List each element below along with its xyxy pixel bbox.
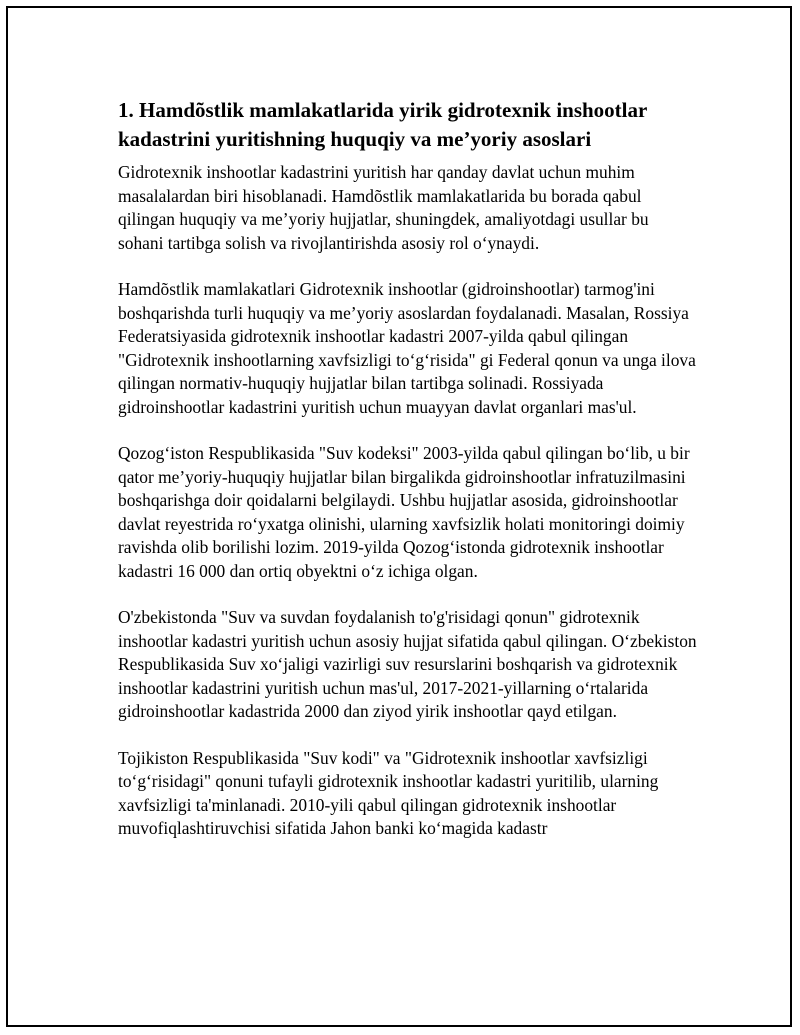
paragraph-kazakhstan: Qozog‘iston Respublikasida "Suv kodeksi" 2003-yilda qabul qilingan bo‘lib, u bir qator me’yoriy-huquqiy hujjatlar bilan birgalikda gidroinshootlar infratuzilmasini boshqarishga doir qoidalarni belgilaydi. Ushbu hujjatlar asosida, gidroinshootlar davlat reyestrida ro‘yxatga olinishi, ularning xavfsizlik holati monitoringi doimiy ravishda olib borilishi lozim. 2019-yilda Qozog‘istonda gidrotexnik inshootlar kadastri 16 000 dan ortiq obyektni o‘z ichiga olgan. [118,443,690,581]
paragraph-tajikistan: Tojikiston Respublikasida "Suv kodi" va "Gidrotexnik inshootlar xavfsizligi to‘g‘risidagi" qonuni tufayli gidrotexnik inshootlar kadastri yuritilib, ularning xavfsizligi ta'minlanadi. 2010-yili qabul qilingan gidrotexnik inshootlar muvofiqlashtiruvchisi sifatida Jahon banki ko‘magida kadastr [118,747,659,838]
paragraph-intro: Gidrotexnik inshootlar kadastrini yuritish har qanday davlat uchun muhim masalalardan biri hisoblanadi. Hamdõstlik mamlakatlarida bu borada qabul qilingan huquqiy va me’yoriy hujjatlar, shuningdek, amaliyotdagi usullar bu sohani tartibga solish va rivojlantirishda asosiy rol o‘ynaydi. [118,162,649,253]
paragraph-uzbekistan: O'zbekistonda "Suv va suvdan foydalanish to'g'risidagi qonun" gidrotexnik inshootlar kadastri yuritish uchun asosiy hujjat sifatida qabul qilingan. O‘zbekiston Respublikasida Suv xo‘jaligi vazirligi suv resurslarini boshqarish va gidrotexnik inshootlar kadastrini yuritish uchun mas'ul, 2017-2021-yillarning o‘rtalarida gidroinshootlar kadastrida 2000 dan ziyod yirik inshootlar qayd etilgan. [118,607,697,721]
document-body [118,96,698,841]
section-heading: 1. Hamdõstlik mamlakatlarida yirik gidrotexnik inshootlar kadastrini yuritishning huquqiy va me’yoriy asoslari [118,98,647,151]
paragraph-russia: Hamdõstlik mamlakatlari Gidrotexnik inshootlar (gidroinshootlar) tarmog'ini boshqarishda turli huquqiy va me’yoriy asoslardan foydalanadi. Masalan, Rossiya Federatsiyasida gidrotexnik inshootlar kadastri 2007-yilda qabul qilingan "Gidrotexnik inshootlarning xavfsizligi to‘g‘risida" gi Federal qonun va unga ilova qilingan normativ-huquqiy hujjatlar bilan tartibga solinadi. Rossiyada gidroinshootlar kadastrini yuritish uchun muayyan davlat organlari mas'ul. [118,279,696,417]
document-page [6,6,792,1027]
